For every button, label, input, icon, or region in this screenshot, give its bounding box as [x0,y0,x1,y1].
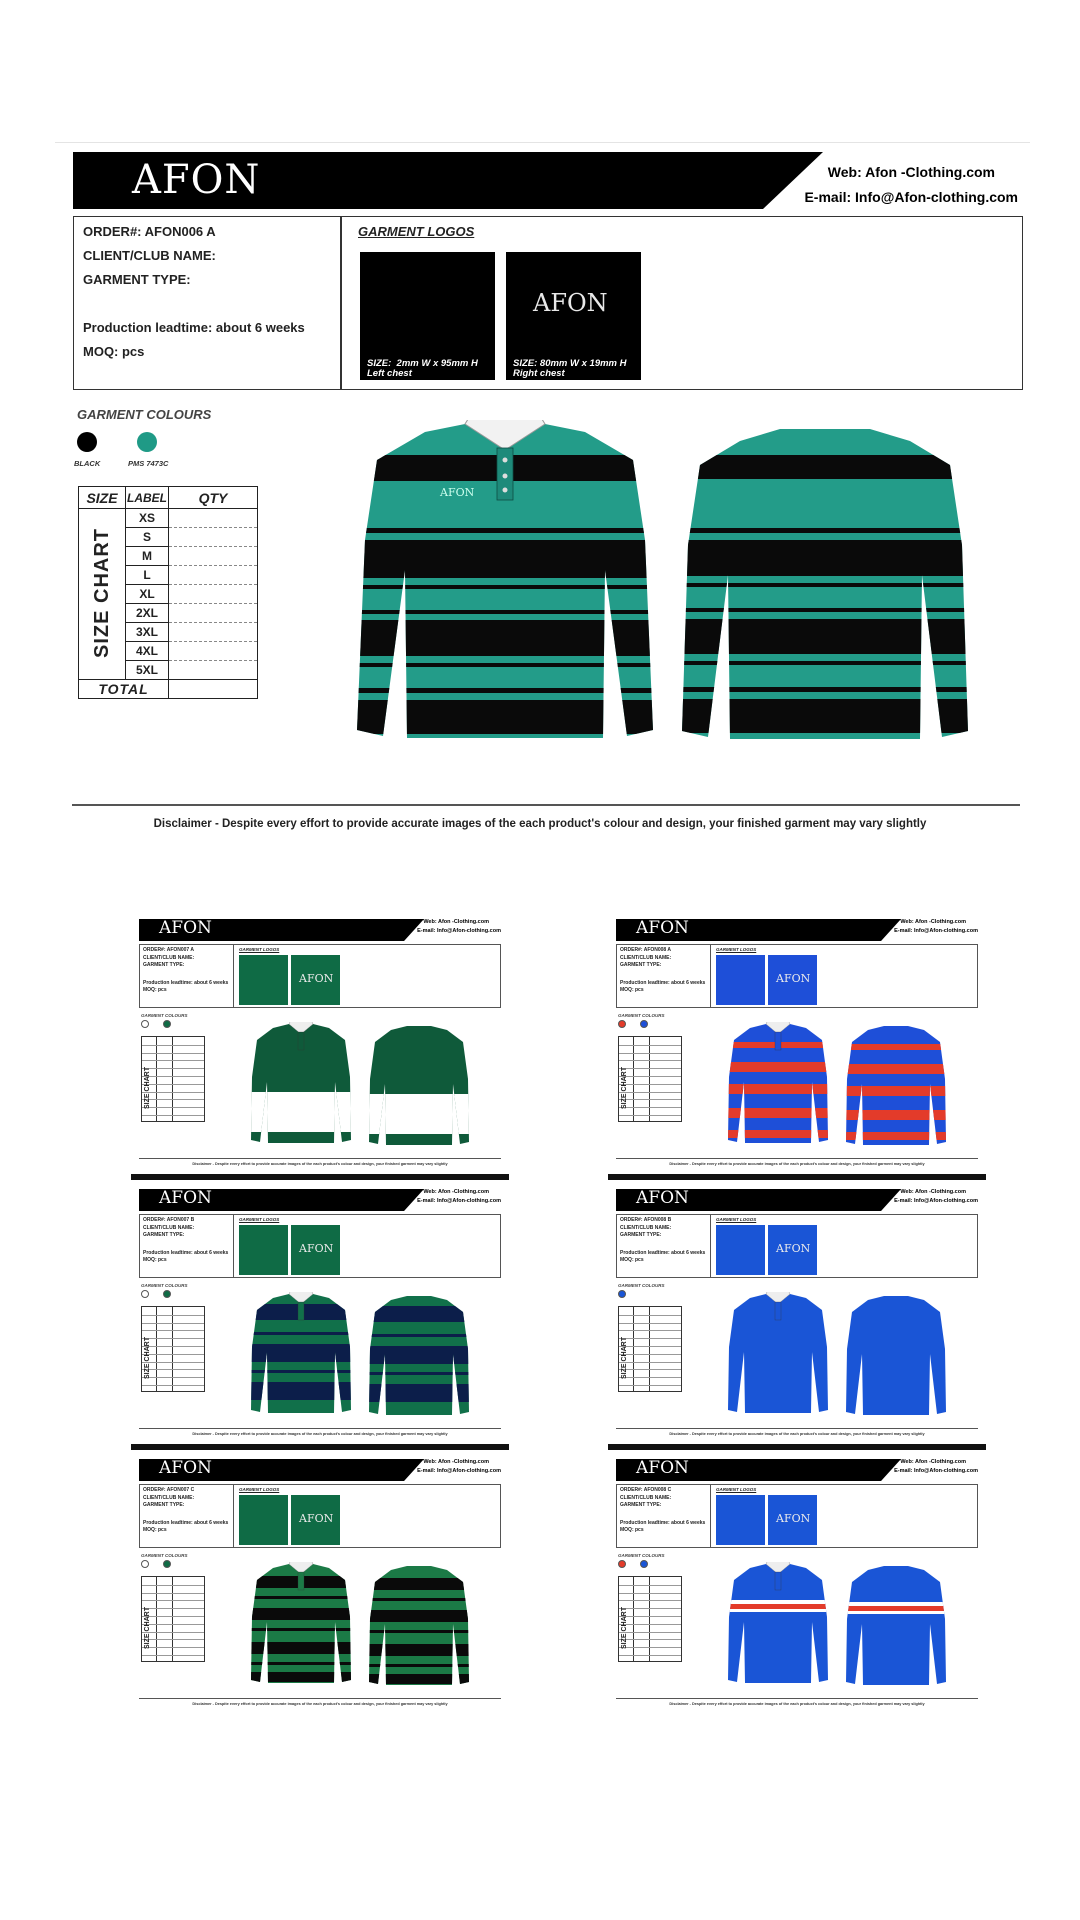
thumb-shirt-back [846,1024,946,1146]
colour-label-teal: PMS 7473C [128,459,169,468]
thumb-order-details: ORDER#: AFON008 B CLIENT/CLUB NAME: GARMENT TYPE: Production leadtime: about 6 weeks MOQ: pcs [620,1217,706,1263]
thumb-brand-logo: AFON [636,918,689,938]
thumb-web-address: Web: Afon -Clothing.com [423,1189,489,1195]
thumb-disclaimer: Disclaimer - Despite every effort to provide accurate images of the each product's colour and design, your finished garment may vary slightly [669,1162,925,1166]
thumb-logos-title: GARMENT LOGOS [716,1487,757,1492]
order-sheet-thumbnail[interactable] [131,1182,509,1452]
moq: MOQ: pcs [83,344,145,359]
qty-cell[interactable] [169,661,258,680]
qty-cell[interactable] [169,566,258,585]
thumb-disclaimer: Disclaimer - Despite every effort to provide accurate images of the each product's colour and design, your finished garment may vary slightly [192,1702,448,1706]
thumb-right-logo: AFON [768,955,817,1005]
size-label-xl: XL [126,585,169,604]
thumb-web-address: Web: Afon -Clothing.com [900,1459,966,1465]
thumb-order-details: ORDER#: AFON008 C CLIENT/CLUB NAME: GARMENT TYPE: Production leadtime: about 6 weeks MOQ: pcs [620,1487,706,1533]
thumb-logos-title: GARMENT LOGOS [716,1217,757,1222]
thumb-separator-bar [608,1444,986,1450]
thumb-left-logo [239,1225,288,1275]
right-logo-size: SIZE: 80mm W x 19mm H Right chest [513,358,627,379]
thumb-right-logo: AFON [291,1225,340,1275]
thumb-disclaimer-rule [139,1158,501,1159]
size-label-xs: XS [126,509,169,528]
thumb-shirt-front [251,1022,351,1144]
label-header: LABEL [126,487,169,509]
thumb-colours-title: GARMENT COLOURS [618,1283,665,1288]
thumb-logos-title: GARMENT LOGOS [239,1217,280,1222]
thumb-info-divider [710,944,711,1008]
qty-cell[interactable] [169,528,258,547]
thumb-colour-swatch [163,1290,171,1298]
size-label-5xl: 5XL [126,661,169,680]
order-sheet-thumbnail[interactable] [608,912,986,1182]
thumb-size-chart: SIZE CHART [141,1576,205,1662]
size-chart-vertical-title: SIZE CHART [79,509,126,680]
qty-cell[interactable] [169,623,258,642]
thumb-order-details: ORDER#: AFON007 A CLIENT/CLUB NAME: GARMENT TYPE: Production leadtime: about 6 weeks MOQ: pcs [143,947,229,993]
thumb-left-logo [239,955,288,1005]
thumb-email-address: E-mail: Info@Afon-clothing.com [894,1468,978,1474]
thumb-left-logo [716,955,765,1005]
size-label-s: S [126,528,169,547]
thumb-colours-title: GARMENT COLOURS [618,1553,665,1558]
thumb-shirt-back [369,1024,469,1146]
garment-type: GARMENT TYPE: [83,272,191,287]
thumb-colour-swatch [163,1560,171,1568]
qty-cell[interactable] [169,585,258,604]
thumb-web-address: Web: Afon -Clothing.com [900,1189,966,1195]
thumb-left-logo [716,1495,765,1545]
qty-cell[interactable] [169,509,258,528]
thumb-brand-logo: AFON [159,918,212,938]
garment-colours-title: GARMENT COLOURS [77,407,212,422]
thumb-order-details: ORDER#: AFON008 A CLIENT/CLUB NAME: GARMENT TYPE: Production leadtime: about 6 weeks MOQ: pcs [620,947,706,993]
disclaimer-rule [72,804,1020,806]
thumb-web-address: Web: Afon -Clothing.com [423,1459,489,1465]
thumb-colour-swatch [640,1560,648,1568]
total-label: TOTAL [79,680,169,699]
thumb-colour-swatch [163,1020,171,1028]
thumb-left-logo [239,1495,288,1545]
size-header: SIZE [79,487,126,509]
thumb-brand-logo: AFON [159,1188,212,1208]
qty-cell[interactable] [169,642,258,661]
email-address: E-mail: Info@Afon-clothing.com [804,189,1018,205]
shirt-chest-logo: AFON [440,486,475,499]
order-sheet-thumbnail[interactable] [608,1182,986,1452]
thumb-right-logo: AFON [291,955,340,1005]
thumb-left-logo [716,1225,765,1275]
thumb-info-divider [233,1214,234,1278]
thumb-info-divider [233,944,234,1008]
left-chest-logo [360,252,495,380]
thumb-colour-swatch [618,1560,626,1568]
thumb-size-chart: SIZE CHART [141,1036,205,1122]
thumb-shirt-front [251,1292,351,1414]
qty-header: QTY [169,487,258,509]
colour-swatch-black [77,432,97,452]
production-leadtime: Production leadtime: about 6 weeks [83,320,305,335]
thumb-shirt-back [846,1294,946,1416]
thumb-shirt-front [251,1562,351,1684]
qty-cell[interactable] [169,547,258,566]
qty-cell[interactable] [169,604,258,623]
thumb-info-divider [710,1484,711,1548]
top-divider [55,142,1030,143]
right-chest-logo [506,252,641,380]
thumb-email-address: E-mail: Info@Afon-clothing.com [894,928,978,934]
thumb-disclaimer-rule [616,1428,978,1429]
thumb-shirt-front [728,1292,828,1414]
order-number: ORDER#: AFON006 A [83,224,216,239]
thumb-web-address: Web: Afon -Clothing.com [423,919,489,925]
thumb-disclaimer-rule [139,1698,501,1699]
thumb-shirt-front [728,1562,828,1684]
thumb-shirt-front [728,1022,828,1144]
thumb-email-address: E-mail: Info@Afon-clothing.com [417,928,501,934]
web-address: Web: Afon -Clothing.com [827,164,995,180]
thumb-disclaimer-rule [139,1428,501,1429]
order-sheet-thumbnail[interactable] [131,1452,509,1722]
thumb-logos-title: GARMENT LOGOS [716,947,757,952]
size-label-l: L [126,566,169,585]
thumb-brand-logo: AFON [636,1188,689,1208]
thumb-right-logo: AFON [291,1495,340,1545]
size-label-4xl: 4XL [126,642,169,661]
thumb-disclaimer: Disclaimer - Despite every effort to provide accurate images of the each product's colour and design, your finished garment may vary slightly [669,1432,925,1436]
thumb-right-logo: AFON [768,1225,817,1275]
thumb-shirt-back [369,1564,469,1686]
thumb-size-chart: SIZE CHART [618,1306,682,1392]
thumb-shirt-back [846,1564,946,1686]
thumb-colours-title: GARMENT COLOURS [141,1013,188,1018]
thumb-info-divider [233,1484,234,1548]
thumb-separator-bar [131,1174,509,1180]
info-divider [340,216,342,390]
thumb-colours-title: GARMENT COLOURS [141,1283,188,1288]
thumb-colour-swatch [640,1020,648,1028]
thumb-colours-title: GARMENT COLOURS [618,1013,665,1018]
thumb-size-chart: SIZE CHART [618,1576,682,1662]
total-cell[interactable] [169,680,258,699]
thumb-web-address: Web: Afon -Clothing.com [900,919,966,925]
client-name: CLIENT/CLUB NAME: [83,248,216,263]
disclaimer-text: Disclaimer - Despite every effort to provide accurate images of the each product's colour and design, your finished garment may vary slightly [153,818,927,830]
thumb-colour-swatch [618,1020,626,1028]
thumb-brand-logo: AFON [636,1458,689,1478]
size-label-2xl: 2XL [126,604,169,623]
thumb-disclaimer: Disclaimer - Despite every effort to provide accurate images of the each product's colour and design, your finished garment may vary slightly [669,1702,925,1706]
thumb-email-address: E-mail: Info@Afon-clothing.com [417,1198,501,1204]
thumb-order-details: ORDER#: AFON007 B CLIENT/CLUB NAME: GARMENT TYPE: Production leadtime: about 6 weeks MOQ: pcs [143,1217,229,1263]
thumb-email-address: E-mail: Info@Afon-clothing.com [417,1468,501,1474]
size-label-3xl: 3XL [126,623,169,642]
thumb-size-chart: SIZE CHART [141,1306,205,1392]
left-logo-size: SIZE: 2mm W x 95mm H Left chest [367,358,478,379]
thumb-info-divider [710,1214,711,1278]
thumb-colour-swatch [141,1020,149,1028]
thumb-right-logo: AFON [768,1495,817,1545]
thumb-order-details: ORDER#: AFON007 C CLIENT/CLUB NAME: GARMENT TYPE: Production leadtime: about 6 weeks MOQ: pcs [143,1487,229,1533]
thumb-disclaimer: Disclaimer - Despite every effort to provide accurate images of the each product's colour and design, your finished garment may vary slightly [192,1432,448,1436]
thumb-disclaimer: Disclaimer - Despite every effort to provide accurate images of the each product's colour and design, your finished garment may vary slightly [192,1162,448,1166]
thumb-colour-swatch [141,1560,149,1568]
thumb-separator-bar [608,1174,986,1180]
garment-logos-title: GARMENT LOGOS [358,224,475,239]
thumb-separator-bar [131,1444,509,1450]
shirt-front-illustration [355,420,655,742]
colour-swatch-teal [137,432,157,452]
shirt-back-illustration [680,425,970,743]
order-sheet-thumbnail[interactable] [131,912,509,1182]
order-sheet-thumbnail[interactable] [608,1452,986,1722]
thumb-size-chart: SIZE CHART [618,1036,682,1122]
thumb-shirt-back [369,1294,469,1416]
thumb-colour-swatch [141,1290,149,1298]
thumb-logos-title: GARMENT LOGOS [239,947,280,952]
thumb-colours-title: GARMENT COLOURS [141,1553,188,1558]
thumb-logos-title: GARMENT LOGOS [239,1487,280,1492]
right-logo-wordmark: AFON [533,289,608,317]
thumb-disclaimer-rule [616,1158,978,1159]
colour-label-black: BLACK [74,459,101,468]
size-chart [78,486,258,699]
thumb-email-address: E-mail: Info@Afon-clothing.com [894,1198,978,1204]
size-label-m: M [126,547,169,566]
brand-logo: AFON [132,157,261,203]
thumb-brand-logo: AFON [159,1458,212,1478]
thumb-disclaimer-rule [616,1698,978,1699]
thumb-colour-swatch [618,1290,626,1298]
